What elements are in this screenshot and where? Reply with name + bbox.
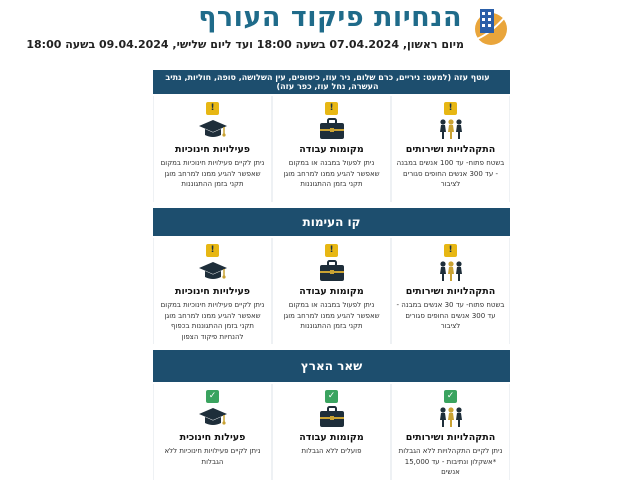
card-gatherings (392, 384, 509, 480)
card-body: בשטח פתוח- עד 100 אנשים במבנה - עד 300 אנשים החופים סגורים לציבור (396, 159, 505, 188)
gatherings-icon (436, 260, 466, 282)
section-heading-confrontation-line: קו העימות (153, 208, 510, 236)
warning-icon: ! (325, 102, 338, 115)
card-body: בשטח פתוח- עד 30 אנשים במבנה - עד 300 אנשים החופים סגורים לציבור (396, 301, 505, 330)
warning-icon: ! (206, 244, 219, 257)
card-body: ניתן לקיים התקהלויות ללא הגבלות *אשקלון ונתיבות - עד 15,000 אנשים (398, 447, 503, 476)
card-education (154, 238, 271, 344)
card-body: ניתן לקיים פעילויות חינוכיות ללא הגבלות (164, 447, 261, 466)
card-title: התקהלויות ושירותים (405, 144, 496, 155)
graduation-cap-icon (198, 260, 228, 282)
warning-icon: ! (325, 244, 338, 257)
card-gatherings (392, 96, 509, 202)
gatherings-icon (436, 406, 466, 428)
header (26, 0, 520, 60)
section-panel-confrontation-line (153, 238, 510, 344)
card-title: מקומות עבודה (299, 432, 364, 443)
page-subtitle: מיום ראשון, 07.04.2024 בשעה 18:00 ועד ליום שלישי, 09.04.2024 בשעה 18:00 (26, 38, 464, 51)
card-title: פעילות חינוכית (179, 432, 246, 443)
card-title: מקומות עבודה (299, 286, 364, 297)
section-panel-rest-of-country (153, 384, 510, 480)
warning-icon: ! (444, 102, 457, 115)
gatherings-icon (436, 118, 466, 140)
card-body: פועלים ללא הגבלות (301, 447, 362, 455)
card-body: ניתן לקיים פעילויות חינוכיות במקום שאפשר להגיע ממנו למרחב מוגן תקני בזמן ההתגוננות בכפוף להנחיות פיקוד הצפון (160, 301, 265, 341)
card-body: ניתן לפעול במבנה או במקום שאפשר להגיע ממנו למרחב מוגן תקני בזמן ההתגוננות (283, 301, 380, 330)
card-workplaces (273, 238, 390, 344)
graduation-cap-icon (198, 406, 228, 428)
card-gatherings (392, 238, 509, 344)
briefcase-icon (317, 260, 347, 282)
card-title: מקומות עבודה (299, 144, 364, 155)
card-education (154, 96, 271, 202)
card-workplaces (273, 96, 390, 202)
check-icon: ✓ (325, 390, 338, 403)
page-title: הנחיות פיקוד העורף (198, 2, 462, 33)
card-title: התקהלויות ושירותים (405, 432, 496, 443)
warning-icon: ! (206, 102, 219, 115)
warning-icon: ! (444, 244, 457, 257)
card-body: ניתן לקיים פעילויות חינוכיות במקום שאפשר להגיע ממנו למרחב מוגן תקני בזמן ההתגוננות (160, 159, 265, 188)
check-icon: ✓ (206, 390, 219, 403)
card-title: התקהלויות ושירותים (405, 286, 496, 297)
card-title: פעילויות חינוכיות (174, 144, 251, 155)
card-body: ניתן לפעול במבנה או במקום שאפשר להגיע ממנו למרחב מוגן תקני בזמן ההתגוננות (283, 159, 380, 188)
graduation-cap-icon (198, 118, 228, 140)
home-front-command-logo-icon (472, 5, 508, 47)
briefcase-icon (317, 406, 347, 428)
section-heading-rest-of-country: שאר הארץ (153, 350, 510, 382)
check-icon: ✓ (444, 390, 457, 403)
section-panel-gaza-envelope (153, 96, 510, 202)
section-heading-gaza-envelope: עוטף עזה (למעט: ניריים, כרם שלום, ניר עוז, כיסופים, עין השלושה, סופה, חוליות, נתיב העשרה, נחל עוז, כפר עזה) (153, 70, 510, 94)
briefcase-icon (317, 118, 347, 140)
card-education (154, 384, 271, 480)
card-workplaces (273, 384, 390, 480)
card-title: פעילויות חינוכיות (174, 286, 251, 297)
